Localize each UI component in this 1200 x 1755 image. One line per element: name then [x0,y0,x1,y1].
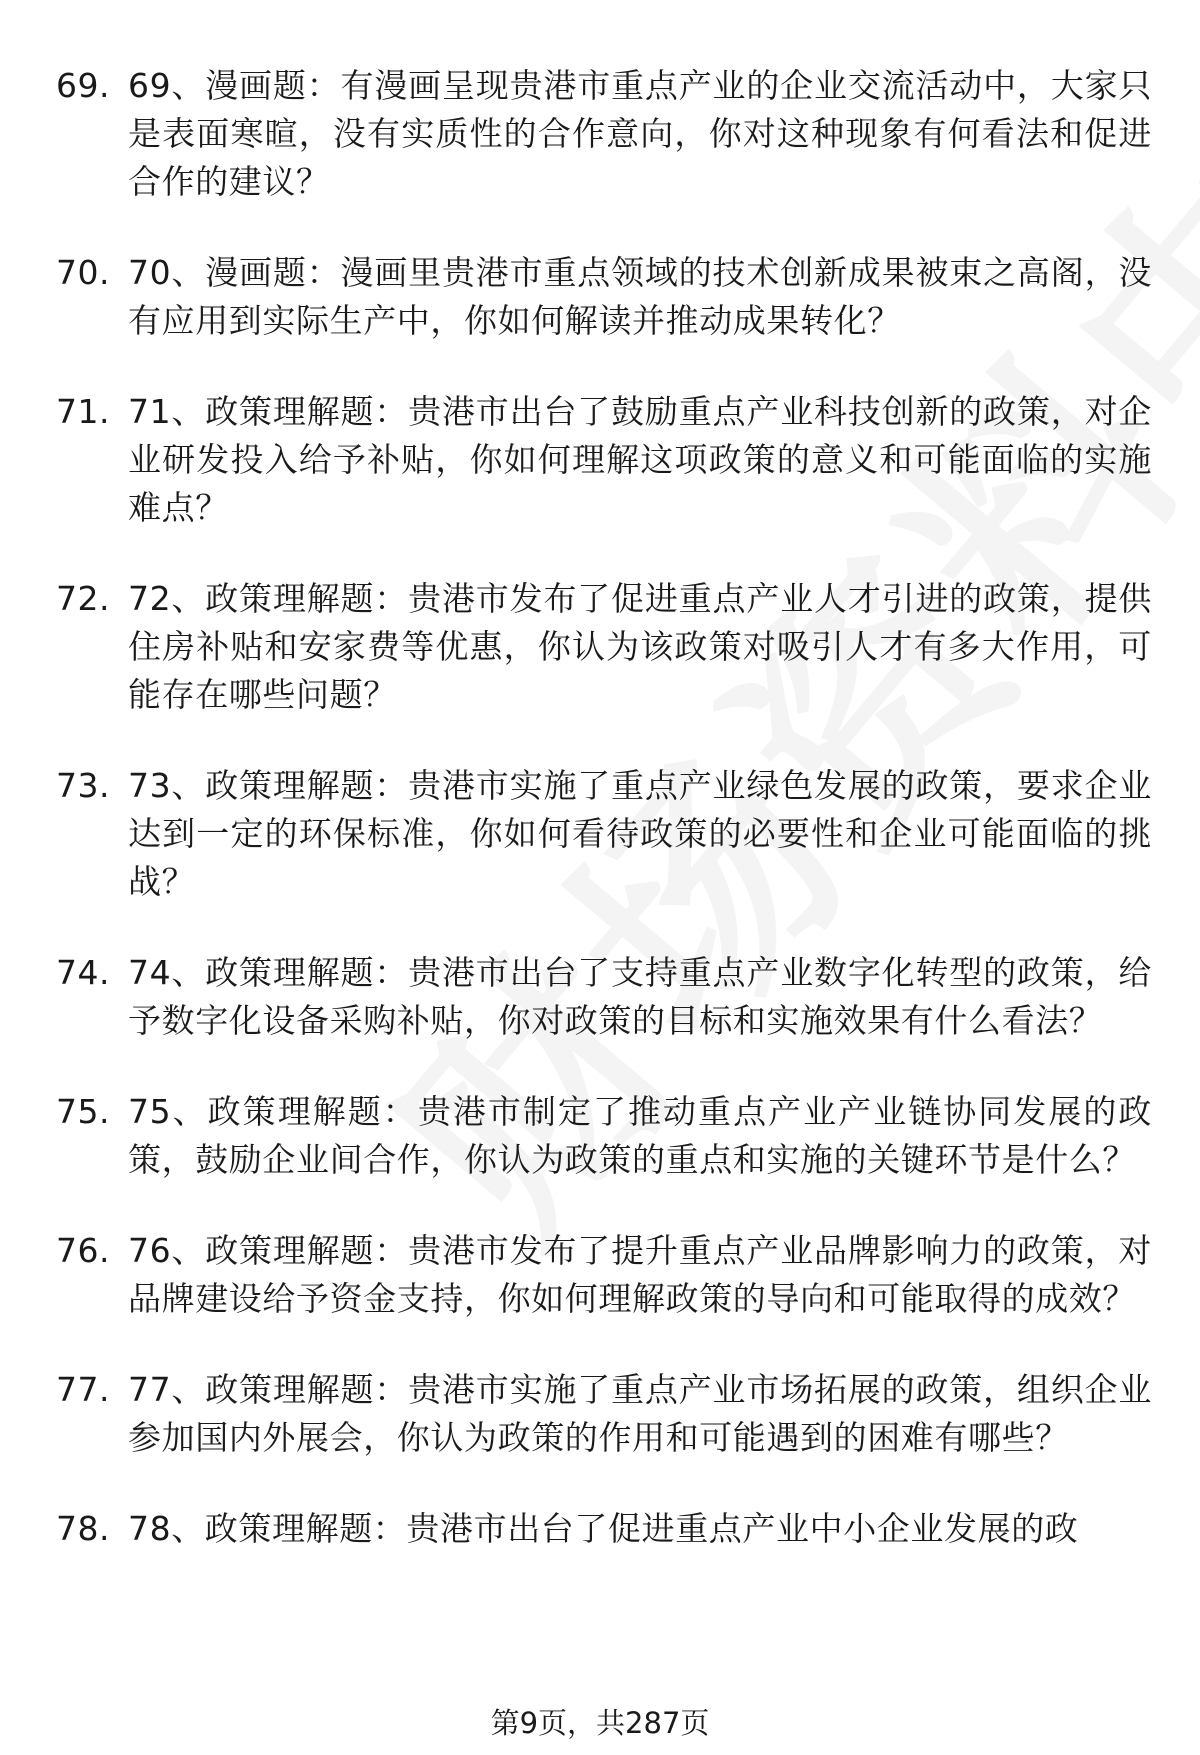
list-item [0,575,1200,719]
question-number: 69. [56,66,110,105]
question-number: 71. [56,392,110,431]
question-text: 76、政策理解题：贵港市发布了提升重点产业品牌影响力的政策，对品牌建设给予资金支持，你如何理解政策的导向和可能取得的成效？ [128,1231,1152,1318]
list-item [0,949,1200,1045]
question-text: 74、政策理解题：贵港市出台了支持重点产业数字化转型的政策，给予数字化设备采购补贴，你对政策的目标和实施效果有什么看法？ [128,953,1152,1040]
question-text: 70、漫画题：漫画里贵港市重点领域的技术创新成果被束之高阁，没有应用到实际生产中，你如何解读并推动成果转化？ [128,253,1152,340]
list-item [0,1366,1200,1462]
list-item [0,388,1200,532]
question-text: 78、政策理解题：贵港市出台了促进重点产业中小企业发展的政 [128,1509,1079,1548]
question-text: 75、政策理解题：贵港市制定了推动重点产业产业链协同发展的政策，鼓励企业间合作，你认为政策的重点和实施的关键环节是什么？ [128,1092,1152,1179]
question-number: 73. [56,766,110,805]
page-footer: 第9页，共287页 [490,1706,710,1740]
question-text: 77、政策理解题：贵港市实施了重点产业市场拓展的政策，组织企业参加国内外展会，你认为政策的作用和可能遇到的困难有哪些？ [128,1370,1152,1457]
question-text: 73、政策理解题：贵港市实施了重点产业绿色发展的政策，要求企业达到一定的环保标准，你如何看待政策的必要性和企业可能面临的挑战？ [128,766,1152,901]
list-item [0,1505,1200,1553]
question-list [0,62,1200,1596]
question-number: 77. [56,1370,110,1409]
list-item [0,762,1200,906]
question-number: 70. [56,253,110,292]
question-text: 72、政策理解题：贵港市发布了促进重点产业人才引进的政策，提供住房补贴和安家费等优惠，你认为该政策对吸引人才有多大作用，可能存在哪些问题？ [128,579,1152,714]
question-text: 71、政策理解题：贵港市出台了鼓励重点产业科技创新的政策，对企业研发投入给予补贴，你如何理解这项政策的意义和可能面临的实施难点？ [128,392,1152,527]
question-number: 76. [56,1231,110,1270]
question-number: 75. [56,1092,110,1131]
list-item [0,62,1200,206]
question-number: 74. [56,953,110,992]
question-number: 72. [56,579,110,618]
list-item [0,1227,1200,1323]
list-item [0,1088,1200,1184]
question-number: 78. [56,1509,110,1548]
list-item [0,249,1200,345]
question-text: 69、漫画题：有漫画呈现贵港市重点产业的企业交流活动中，大家只是表面寒暄，没有实质性的合作意向，你对这种现象有何看法和促进合作的建议？ [128,66,1152,201]
